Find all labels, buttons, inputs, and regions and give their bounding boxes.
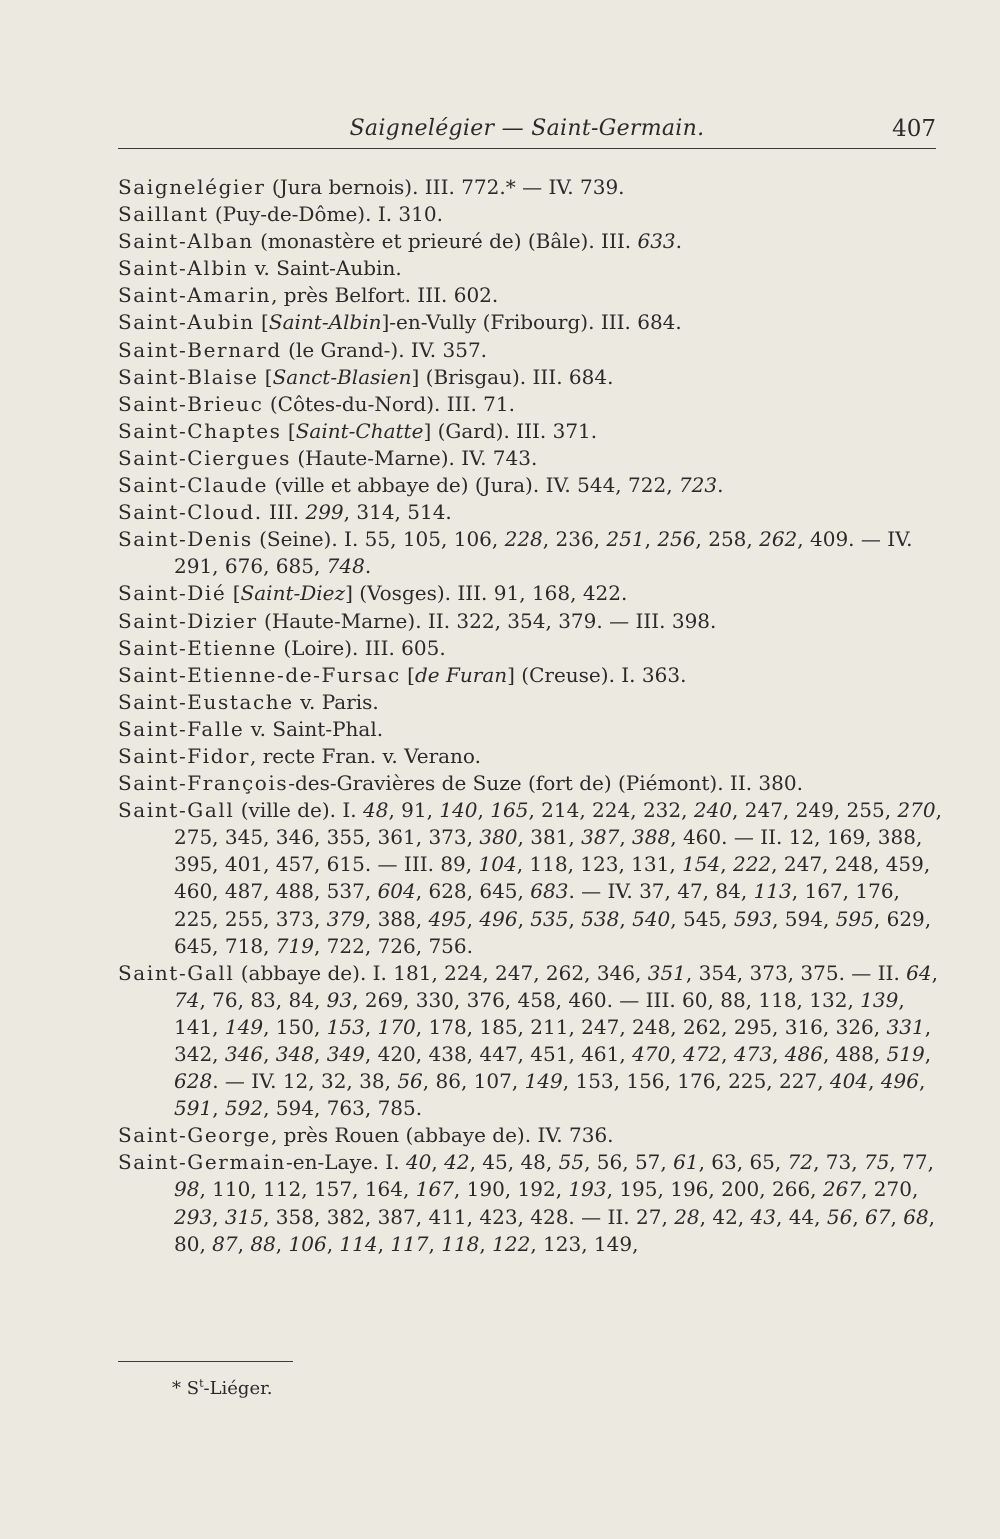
entry-text: III. (262, 500, 306, 525)
index-entry (118, 960, 948, 1123)
index-entry (118, 364, 948, 391)
entry-text: v. Saint-Phal. (244, 716, 384, 741)
entry-italic-ref: 538 (581, 906, 620, 931)
entry-text: . — IV. 37, 47, 84, (568, 879, 754, 904)
entry-text: , (364, 1014, 378, 1039)
entry-italic-ref: 591 (174, 1096, 213, 1121)
entry-text: , près Rouen (abbaye de). IV. 736. (270, 1123, 614, 1148)
entry-italic-ref: 251 (606, 527, 645, 552)
entry-text: , 76, 83, 84, (199, 987, 327, 1012)
entry-headword: Saint-Denis (118, 527, 253, 552)
entry-text: (Côtes-du-Nord). III. 71. (263, 391, 515, 416)
entry-italic-ref: 153 (326, 1014, 365, 1039)
entry-italic-ref: 165 (490, 798, 529, 823)
page-number: 407 (892, 116, 936, 142)
entry-text: , 73, (813, 1150, 864, 1175)
entry-italic-ref: 140 (439, 798, 478, 823)
entry-italic-ref: 404 (829, 1069, 869, 1094)
entry-text: -des-Gravières de Suze (fort de) (Piémont). II. 380. (288, 771, 803, 796)
index-entry (118, 743, 948, 770)
entry-text: , 420, 438, 447, 451, 461, (364, 1042, 633, 1066)
entry-italic-ref: 64 (906, 960, 932, 985)
entry-text: , 118, 123, 131, (516, 852, 683, 877)
index-entry (118, 526, 948, 580)
entry-headword: Saint-Fidor (118, 743, 250, 768)
entry-italic-ref: 595 (835, 906, 874, 931)
entry-text: , (237, 1231, 251, 1256)
entry-text: . (717, 473, 724, 498)
entry-italic-ref: 228 (504, 527, 543, 552)
index-entry (118, 418, 948, 445)
entry-text: , recte Fran. v. Verano. (249, 743, 481, 768)
entry-text: , 722, 726, 756. (313, 933, 473, 958)
entry-headword: Saint-Dizier (118, 608, 258, 633)
entry-italic-ref: 87 (212, 1231, 238, 1256)
entry-italic-ref: Saint-Albin (268, 310, 382, 335)
entry-text: , 545, (670, 906, 734, 931)
entry-italic-ref: 122 (492, 1231, 531, 1256)
entry-text: (ville et abbaye de) (Jura). IV. 544, 722, (268, 473, 679, 498)
entry-text: (Seine). I. 55, 105, 106, (252, 527, 505, 552)
entry-text: , (720, 852, 733, 877)
footnote (172, 1377, 272, 1399)
entry-italic-ref: 40 (405, 1150, 432, 1175)
entry-text: , 314, 514. (343, 500, 452, 525)
entry-headword: Saint-Ciergues (118, 445, 291, 470)
entry-italic-ref: 267 (822, 1177, 862, 1202)
entry-text: v. Paris. (293, 689, 379, 714)
entry-headword: Saillant (118, 202, 209, 227)
entry-text: , 409. — IV. 291, 676, 685, (174, 527, 913, 579)
entry-headword: Saint-Germain (118, 1150, 287, 1175)
entry-text: , 594, 763, 785. (263, 1096, 423, 1121)
entry-text: , 141, (174, 987, 905, 1039)
entry-text: , 258, (695, 527, 760, 552)
entry-text: . (675, 229, 683, 254)
entry-headword: Saint-Etienne (118, 635, 277, 660)
entry-italic-ref: 723 (678, 473, 718, 498)
entry-italic-ref: 42 (444, 1150, 470, 1175)
entry-italic-ref: 387 (581, 825, 620, 850)
entry-text: , 342, (174, 1014, 932, 1066)
entry-headword: Saint-Gall (118, 960, 235, 985)
entry-italic-ref: 633 (637, 229, 676, 254)
entry-text: , 270, (861, 1177, 919, 1202)
entry-italic-ref: 592 (224, 1096, 264, 1121)
entry-text: , 45, 48, (469, 1150, 559, 1175)
entry-text: , (377, 1231, 391, 1256)
entry-text: (abbaye de). I. 181, 224, 247, 262, 346, (234, 960, 648, 985)
entry-text: , (919, 1069, 926, 1094)
index-entry (118, 201, 948, 228)
entry-headword: Saint-Claude (118, 473, 269, 498)
footnote-text: -Liéger. (203, 1378, 273, 1399)
entry-italic-ref: 98 (174, 1177, 200, 1202)
entry-text: , 488, (822, 1042, 887, 1066)
index-entry (118, 228, 948, 255)
entry-headword: Saint-Eustache (118, 689, 294, 714)
entry-headword: Saint-Chaptes (118, 418, 282, 443)
entry-text: , 214, 224, 232, (528, 798, 694, 823)
entry-italic-ref: 28 (674, 1204, 700, 1229)
entry-text: , (212, 1096, 225, 1121)
footnote-sup: t (199, 1377, 204, 1390)
entry-text: , (477, 798, 491, 823)
entry-italic-ref: 72 (787, 1150, 814, 1175)
entry-text: v. Saint-Aubin. (248, 256, 402, 281)
entry-text: , 269, 330, 376, 458, 460. — III. 60, 88, 118, 132, (352, 987, 861, 1012)
entry-italic-ref: 193 (568, 1177, 607, 1202)
entry-italic-ref: 380 (479, 825, 518, 850)
index-entries (118, 174, 948, 1258)
entry-text: , (772, 1042, 785, 1066)
entry-headword: Saint-François (118, 771, 289, 796)
entry-text: , (428, 1231, 442, 1256)
entry-italic-ref: 154 (682, 852, 721, 877)
entry-italic-ref: 114 (339, 1231, 378, 1256)
index-entry (118, 282, 948, 309)
entry-italic-ref: 256 (657, 527, 696, 552)
entry-text: , (479, 1231, 493, 1256)
entry-italic-ref: 75 (863, 1150, 890, 1175)
entry-text: , 86, 107, (422, 1069, 525, 1094)
index-entry (118, 662, 948, 689)
header-rule (118, 148, 936, 149)
entry-italic-ref: 61 (673, 1150, 699, 1175)
entry-italic-ref: 117 (390, 1231, 429, 1256)
entry-text: (ville de). I. (234, 798, 364, 823)
entry-italic-ref: 299 (305, 500, 344, 525)
entry-text: , 56, 57, (584, 1150, 674, 1175)
entry-text: , 153, 156, 176, 225, 227, (562, 1069, 830, 1094)
entry-text: , (431, 1150, 445, 1175)
entry-text: , 80, (174, 1204, 936, 1256)
entry-italic-ref: 48 (363, 798, 389, 823)
entry-text: , (517, 906, 531, 931)
entry-text: ] (Brisgau). III. 684. (411, 364, 614, 389)
index-entry (118, 472, 948, 499)
index-entry (118, 1149, 948, 1257)
entry-headword: Saint-Alban (118, 229, 254, 254)
entry-italic-ref: 331 (886, 1014, 925, 1039)
entry-text: , (568, 906, 582, 931)
entry-headword: Saint-Bernard (118, 337, 282, 362)
index-entry (118, 337, 948, 364)
entry-text: (Loire). III. 605. (276, 635, 446, 660)
entry-italic-ref: 56 (397, 1069, 423, 1094)
entry-italic-ref: de Furan (415, 662, 508, 687)
entry-text: (Haute-Marne). IV. 743. (290, 445, 538, 470)
entry-text: , (619, 906, 633, 931)
index-entry (118, 391, 948, 418)
entry-italic-ref: 388 (632, 825, 671, 850)
entry-text: , 460. — II. 12, 169, 388, 395, 401, 457, 615. — III. 89, (174, 825, 923, 877)
entry-text: -en-Laye. I. (286, 1150, 406, 1175)
entry-text: , 123, 149, (530, 1231, 639, 1256)
index-entry (118, 309, 948, 336)
entry-text: . — IV. 12, 32, 38, (212, 1069, 398, 1094)
entry-text: , 275, 345, 346, 355, 361, 373, (174, 798, 942, 850)
index-entry (118, 770, 948, 797)
index-entry (118, 1122, 948, 1149)
entry-text: , 236, (542, 527, 607, 552)
entry-italic-ref: 43 (750, 1204, 776, 1229)
entry-text: , 63, 65, (698, 1150, 788, 1175)
entry-italic-ref: Saint-Diez (240, 581, 346, 606)
index-entry (118, 174, 948, 201)
entry-text: , (890, 1204, 904, 1229)
entry-italic-ref: 472 (682, 1042, 722, 1066)
footnote-rule (118, 1361, 293, 1362)
entry-text: , 388, (364, 906, 429, 931)
entry-text: , (670, 1042, 683, 1066)
entry-headword: Saint-George (118, 1123, 271, 1148)
entry-headword: Saint-Gall (118, 798, 235, 823)
entry-italic-ref: Saint-Chatte (295, 418, 424, 443)
index-entry (118, 797, 948, 960)
entry-italic-ref: Sanct-Blasien (272, 364, 412, 389)
entry-text: , 91, (388, 798, 440, 823)
entry-text: , 358, 382, 387, 411, 423, 428. — II. 27, (263, 1204, 675, 1229)
index-entry (118, 716, 948, 743)
entry-text: (le Grand-). IV. 357. (281, 337, 488, 362)
index-entry (118, 255, 948, 282)
entry-italic-ref: 270 (897, 798, 936, 823)
entry-text: , (644, 527, 658, 552)
entry-text: , (326, 1231, 340, 1256)
entry-italic-ref: 167 (415, 1177, 454, 1202)
entry-text: , 354, 373, 375. — II. (685, 960, 907, 985)
entry-text: , 77, (889, 1150, 934, 1175)
entry-text: , (263, 1042, 276, 1066)
entry-italic-ref: 351 (647, 960, 686, 985)
entry-text: (monastère et prieuré de) (Bâle). III. (253, 229, 638, 254)
entry-italic-ref: 240 (693, 798, 733, 823)
running-head (118, 116, 936, 150)
entry-italic-ref: 683 (530, 879, 569, 904)
entry-headword: Saint-Albin (118, 256, 249, 281)
entry-text: , (931, 960, 938, 985)
entry-italic-ref: 262 (759, 527, 798, 552)
entry-italic-ref: 346 (224, 1042, 264, 1066)
entry-text: , 594, (772, 906, 836, 931)
entry-text: , (924, 1042, 932, 1066)
entry-text: (Haute-Marne). II. 322, 354, 379. — III. 398. (257, 608, 717, 633)
entry-text: , près Belfort. III. 602. (271, 283, 499, 308)
entry-italic-ref: 293 (174, 1204, 213, 1229)
entry-italic-ref: 67 (865, 1204, 891, 1229)
entry-italic-ref: 748 (326, 554, 365, 579)
entry-italic-ref: 170 (377, 1014, 416, 1039)
entry-text: ] (Creuse). I. 363. (507, 662, 687, 687)
entry-italic-ref: 68 (903, 1204, 929, 1229)
entry-italic-ref: 106 (288, 1231, 327, 1256)
entry-text: , (868, 1069, 881, 1094)
entry-text: , 42, (699, 1204, 751, 1229)
entry-headword: Saint-Amarin (118, 283, 272, 308)
index-entry (118, 635, 948, 662)
entry-text: (Jura bernois). III. 772.* — IV. 739. (265, 175, 625, 199)
entry-italic-ref: 139 (860, 987, 899, 1012)
entry-italic-ref: 222 (732, 852, 772, 877)
entry-text: , 628, 645, (415, 879, 531, 904)
entry-text: , 629, 645, 718, (174, 906, 932, 958)
entry-italic-ref: 540 (632, 906, 671, 931)
entry-text: [ (400, 662, 415, 687)
entry-italic-ref: 55 (558, 1150, 585, 1175)
entry-text: , 110, 112, 157, 164, (199, 1177, 416, 1202)
entry-text: ]-en-Vully (Fribourg). III. 684. (381, 310, 682, 335)
entry-italic-ref: 470 (632, 1042, 671, 1066)
entry-text: , 190, 192, (453, 1177, 569, 1202)
index-entry (118, 445, 948, 472)
entry-headword: Saignelégier (118, 175, 266, 199)
entry-headword: Saint-Aubin (118, 310, 255, 335)
entry-text: , 195, 196, 200, 266, (606, 1177, 823, 1202)
entry-italic-ref: 349 (326, 1042, 365, 1066)
entry-italic-ref: 473 (733, 1042, 773, 1066)
entry-italic-ref: 628 (174, 1069, 213, 1094)
entry-italic-ref: 535 (530, 906, 569, 931)
entry-text: , (852, 1204, 866, 1229)
entry-italic-ref: 496 (880, 1069, 920, 1094)
entry-italic-ref: 719 (275, 933, 314, 958)
entry-italic-ref: 74 (174, 987, 200, 1012)
entry-text: , 150, (263, 1014, 327, 1039)
entry-text: , (275, 1231, 289, 1256)
entry-text: , 247, 249, 255, (732, 798, 898, 823)
entry-text: , (619, 825, 633, 850)
entry-headword: Saint-Blaise (118, 364, 259, 389)
entry-text: , (721, 1042, 734, 1066)
entry-text: , 247, 248, 459, 460, 487, 488, 537, (174, 852, 931, 904)
entry-italic-ref: 118 (441, 1231, 480, 1256)
index-entry (118, 499, 948, 526)
entry-italic-ref: 604 (377, 879, 416, 904)
entry-headword: Saint-Etienne-de-Fursac (118, 662, 401, 687)
entry-text: , (466, 906, 480, 931)
entry-text: [ (258, 364, 273, 389)
entry-italic-ref: 519 (886, 1042, 925, 1066)
entry-text: , (212, 1204, 225, 1229)
entry-italic-ref: 113 (753, 879, 792, 904)
entry-italic-ref: 495 (428, 906, 467, 931)
entry-text: , 167, 176, 225, 255, 373, (174, 879, 900, 931)
entry-italic-ref: 379 (326, 906, 365, 931)
entry-headword: Saint-Falle (118, 716, 245, 741)
entry-text: , 381, (517, 825, 582, 850)
entry-text: [ (254, 310, 269, 335)
entry-text: , 178, 185, 211, 247, 248, 262, 295, 316, 326, (415, 1014, 887, 1039)
entry-headword: Saint-Cloud. (118, 500, 263, 525)
entry-italic-ref: 93 (326, 987, 353, 1012)
entry-italic-ref: 593 (733, 906, 773, 931)
entry-text: ] (Gard). III. 371. (423, 418, 598, 443)
entry-italic-ref: 149 (524, 1069, 563, 1094)
index-entry (118, 580, 948, 607)
entry-headword: Saint-Brieuc (118, 391, 264, 416)
index-entry (118, 689, 948, 716)
entry-text: , 44, (775, 1204, 827, 1229)
entry-text: [ (226, 581, 241, 606)
index-entry (118, 608, 948, 635)
entry-headword: Saint-Dié (118, 581, 227, 606)
entry-italic-ref: 486 (784, 1042, 823, 1066)
entry-italic-ref: 104 (478, 852, 517, 877)
entry-italic-ref: 315 (224, 1204, 264, 1229)
entry-italic-ref: 149 (224, 1014, 264, 1039)
entry-text: (Puy-de-Dôme). I. 310. (208, 202, 443, 227)
running-title: Saignelégier — Saint-Germain. (349, 116, 705, 141)
entry-italic-ref: 348 (275, 1042, 314, 1066)
entry-text: ] (Vosges). III. 91, 168, 422. (345, 581, 628, 606)
entry-text: [ (281, 418, 296, 443)
entry-italic-ref: 88 (250, 1231, 276, 1256)
entry-text: , (313, 1042, 327, 1066)
entry-italic-ref: 56 (826, 1204, 853, 1229)
entry-italic-ref: 496 (479, 906, 518, 931)
footnote-marker: * S (172, 1378, 200, 1399)
entry-text: . (364, 554, 372, 579)
